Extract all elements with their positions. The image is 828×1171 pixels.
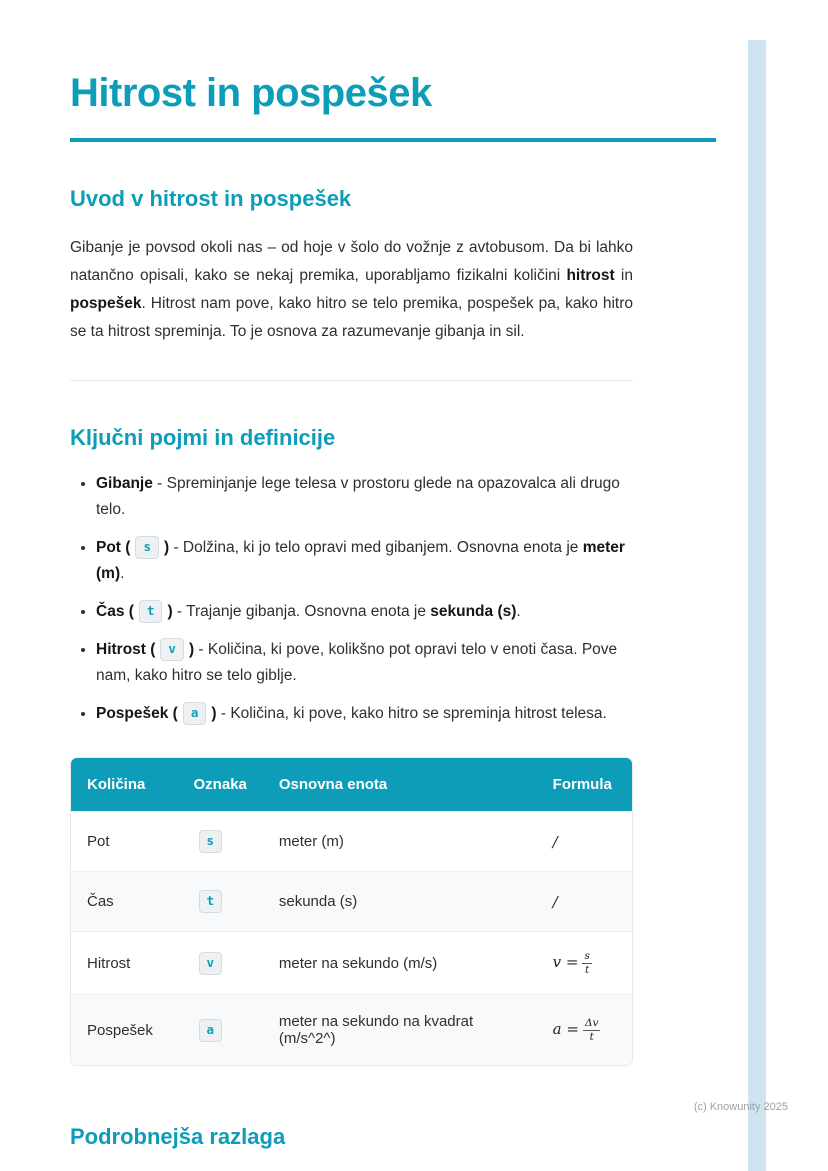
cell-symbol: [178, 872, 263, 932]
fraction-denominator: t: [589, 1030, 594, 1043]
formula-lead: a =: [552, 1020, 579, 1039]
symbol-chip: s: [199, 830, 223, 853]
document-content: [70, 0, 633, 1150]
cell-formula: [537, 995, 632, 1066]
cell-unit: meter na sekundo (m/s): [263, 932, 537, 995]
table-header-cell: Osnovna enota: [263, 758, 537, 812]
cell-symbol: [178, 995, 263, 1066]
list-item: • Pot ( s ) - Dolžina, ki jo telo opravi med gibanjem. Osnovna enota je meter (m).: [96, 535, 633, 587]
section-heading-intro: Uvod v hitrost in pospešek: [70, 186, 352, 211]
formula-text: /: [552, 832, 558, 851]
cell-formula: [537, 812, 632, 872]
symbol-chip: t: [199, 890, 223, 913]
table-row: [71, 932, 632, 995]
formula-text: /: [552, 892, 558, 911]
scrollbar-thumb[interactable]: [748, 40, 766, 1171]
cell-unit: sekunda (s): [263, 872, 537, 932]
list-item: • Gibanje - Spreminjanje lege telesa v prostoru glede na opazovalca ali drugo telo.: [96, 471, 633, 523]
table-header-row: [71, 758, 632, 812]
table-row: [71, 872, 632, 932]
fraction-denominator: t: [585, 963, 590, 976]
formula-lead: v =: [552, 953, 579, 972]
table-header-cell: Oznaka: [178, 758, 263, 812]
cell-quantity: Hitrost: [71, 932, 178, 995]
section-heading-details: Podrobnejša razlaga: [70, 1124, 286, 1150]
cell-formula: [537, 872, 632, 932]
title-underline: [70, 138, 716, 142]
definitions-table: [71, 758, 632, 1065]
section-divider: [70, 380, 633, 381]
list-item: • Hitrost ( v ) - Količina, ki pove, kolikšno pot opravi telo v enoti časa. Pove nam, kako hitro se telo giblje.: [96, 637, 633, 689]
cell-unit: meter na sekundo na kvadrat (m/s^2^): [263, 995, 537, 1066]
document-title: Hitrost in pospešek: [70, 71, 432, 115]
concepts-list: [70, 471, 633, 727]
fraction-numerator: s: [584, 950, 590, 962]
section-heading-concepts: Ključni pojmi in definicije: [70, 425, 336, 450]
code-chip: t: [139, 600, 163, 623]
table-header-cell: Formula: [537, 758, 632, 812]
cell-quantity: Pospešek: [71, 995, 178, 1066]
table-header-cell: Količina: [71, 758, 178, 812]
intro-paragraph: Gibanje je povsod okoli nas – od hoje v šolo do vožnje z avtobusom. Da bi lahko natančno opisali, kako se nekaj premika, uporabljamo fizikalni količini hitrost in pospešek. Hitrost nam pove, kako hitro se telo premika, pospešek pa, kako hitro se ta hitrost spreminja. To je osnova za razumevanje gibanja in sil.: [70, 239, 633, 340]
list-item: • Pospešek ( a ) - Količina, ki pove, kako hitro se spreminja hitrost telesa.: [96, 701, 633, 727]
symbol-chip: v: [199, 952, 223, 975]
table-row: [71, 812, 632, 872]
table-row: [71, 995, 632, 1066]
code-chip: s: [135, 536, 159, 559]
formula-fraction: [582, 950, 591, 976]
formula-fraction: [583, 1017, 601, 1043]
cell-unit: meter (m): [263, 812, 537, 872]
list-item: • Čas ( t ) - Trajanje gibanja. Osnovna enota je sekunda (s).: [96, 599, 633, 625]
symbol-chip: a: [199, 1019, 223, 1042]
definitions-table-container: [70, 757, 633, 1066]
cell-quantity: Pot: [71, 812, 178, 872]
copyright-footer: (c) Knowunity 2025: [693, 1101, 788, 1113]
cell-quantity: Čas: [71, 872, 178, 932]
cell-formula: [537, 932, 632, 995]
code-chip: a: [183, 702, 207, 725]
cell-symbol: [178, 932, 263, 995]
fraction-numerator: Δv: [584, 1017, 599, 1030]
code-chip: v: [160, 638, 184, 661]
cell-symbol: [178, 812, 263, 872]
